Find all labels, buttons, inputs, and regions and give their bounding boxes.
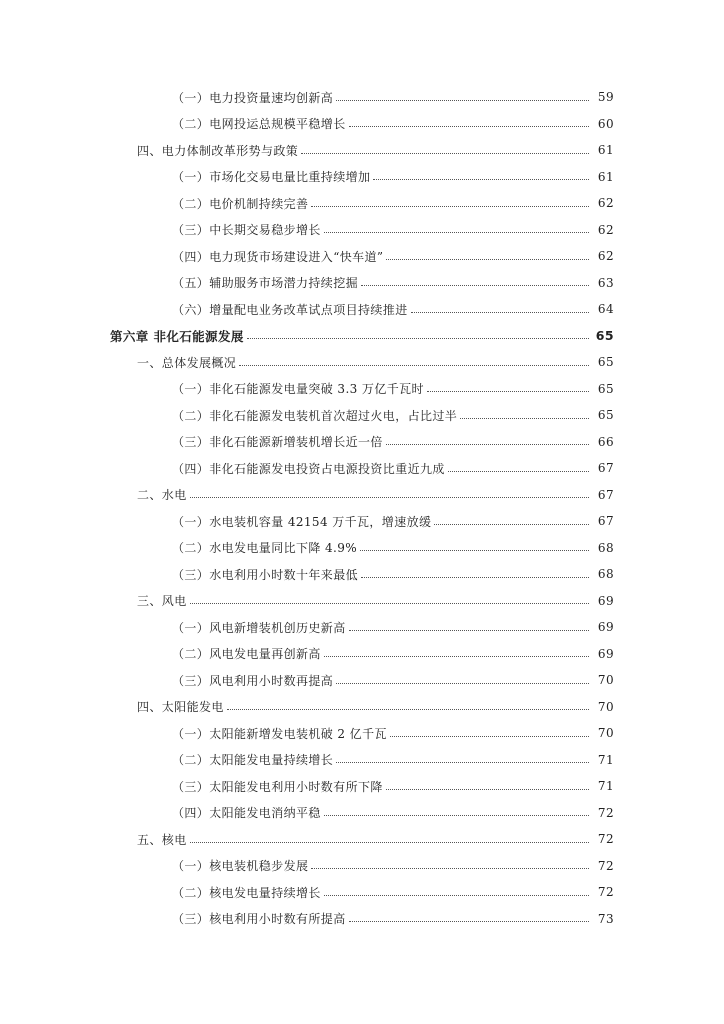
toc-entry-page-number: 64 [597, 302, 614, 317]
toc-entry-title: （三）非化石能源新增装机增长近一倍 [172, 435, 383, 450]
dot-leader [349, 630, 589, 631]
toc-entry-title: （五）辅助服务市场潜力持续挖掘 [172, 276, 359, 291]
toc-entry[interactable] [0, 137, 724, 164]
toc-entry-title: 五、核电 [137, 832, 187, 847]
dot-leader [386, 789, 589, 790]
toc-entry-title: （二）核电发电量持续增长 [172, 885, 321, 900]
toc-entry-title: （二）电价机制持续完善 [172, 196, 309, 211]
dot-leader [311, 868, 589, 869]
dot-leader [349, 921, 589, 922]
toc-entry-title: （三）太阳能发电利用小时数有所下降 [172, 779, 383, 794]
dot-leader [386, 444, 589, 445]
toc-entry[interactable] [0, 296, 724, 323]
toc-entry[interactable] [0, 906, 724, 933]
toc-entry-page-number: 60 [597, 116, 614, 131]
dot-leader [386, 259, 589, 260]
toc-entry-page-number: 67 [597, 514, 614, 529]
toc-entry-title: （三）中长期交易稳步增长 [172, 223, 321, 238]
toc-entry[interactable] [0, 429, 724, 456]
toc-entry[interactable] [0, 243, 724, 270]
dot-leader [336, 762, 589, 763]
dot-leader [301, 153, 589, 154]
toc-entry-title: （四）非化石能源发电投资占电源投资比重近九成 [172, 461, 445, 476]
toc-entry[interactable] [0, 84, 724, 111]
toc-entry-page-number: 72 [597, 885, 614, 900]
toc-entry[interactable] [0, 667, 724, 694]
toc-entry[interactable] [0, 217, 724, 244]
toc-entry-title: （一）太阳能新增发电装机破 2 亿千瓦 [172, 726, 387, 741]
toc-entry-title: 二、水电 [137, 488, 187, 503]
toc-entry[interactable] [0, 349, 724, 376]
toc-entry[interactable] [0, 164, 724, 191]
dot-leader [434, 524, 589, 525]
dot-leader [190, 497, 589, 498]
toc-entry-page-number: 70 [597, 699, 614, 714]
toc-entry[interactable] [0, 535, 724, 562]
toc-entry[interactable] [0, 747, 724, 774]
dot-leader [448, 471, 589, 472]
toc-entry-page-number: 66 [597, 434, 614, 449]
table-of-contents [0, 84, 724, 932]
toc-entry-page-number: 71 [597, 752, 614, 767]
dot-leader [411, 312, 589, 313]
toc-entry-title: （一）风电新增装机创历史新高 [172, 620, 346, 635]
toc-entry-title: （三）风电利用小时数再提高 [172, 673, 334, 688]
toc-entry[interactable] [0, 694, 724, 721]
dot-leader [324, 232, 589, 233]
dot-leader [427, 391, 589, 392]
toc-entry-page-number: 69 [597, 620, 614, 635]
toc-entry-page-number: 71 [597, 779, 614, 794]
toc-entry-page-number: 62 [597, 196, 614, 211]
toc-entry-page-number: 65 [597, 355, 614, 370]
dot-leader [460, 418, 589, 419]
dot-leader [360, 550, 589, 551]
toc-entry-page-number: 62 [597, 249, 614, 264]
toc-entry[interactable] [0, 800, 724, 827]
toc-entry-title: （二）风电发电量再创新高 [172, 647, 321, 662]
toc-entry-title: 三、风电 [137, 594, 187, 609]
toc-entry-title: （二）非化石能源发电装机首次超过火电，占比过半 [172, 408, 458, 423]
toc-entry-page-number: 65 [597, 408, 614, 423]
toc-entry-page-number: 61 [597, 169, 614, 184]
toc-entry[interactable] [0, 190, 724, 217]
toc-entry-page-number: 67 [597, 461, 614, 476]
dot-leader [373, 179, 589, 180]
toc-entry[interactable] [0, 402, 724, 429]
toc-entry-page-number: 68 [597, 540, 614, 555]
toc-entry[interactable] [0, 508, 724, 535]
toc-entry-title: （六）增量配电业务改革试点项目持续推进 [172, 302, 408, 317]
dot-leader [311, 206, 589, 207]
dot-leader [336, 683, 589, 684]
toc-entry-page-number: 69 [597, 593, 614, 608]
toc-entry[interactable] [0, 720, 724, 747]
toc-entry[interactable] [0, 879, 724, 906]
toc-entry-page-number: 62 [597, 222, 614, 237]
toc-entry[interactable] [0, 270, 724, 297]
toc-entry-page-number: 73 [597, 911, 614, 926]
toc-entry-page-number: 61 [597, 143, 614, 158]
toc-entry-title: （一）核电装机稳步发展 [172, 859, 309, 874]
dot-leader [190, 842, 589, 843]
dot-leader [324, 815, 589, 816]
toc-entry-page-number: 68 [597, 567, 614, 582]
toc-entry-page-number: 59 [597, 90, 614, 105]
toc-entry-title: （一）市场化交易电量比重持续增加 [172, 170, 371, 185]
toc-entry-title: （一）电力投资量速均创新高 [172, 90, 334, 105]
toc-entry-title: 一、总体发展概况 [137, 355, 237, 370]
toc-entry-page-number: 63 [597, 275, 614, 290]
toc-entry-page-number: 67 [597, 487, 614, 502]
toc-entry[interactable] [0, 773, 724, 800]
toc-entry-title: （二）太阳能发电量持续增长 [172, 753, 334, 768]
dot-leader [349, 126, 589, 127]
toc-entry-title: （一）水电装机容量 42154 万千瓦，增速放缓 [172, 514, 432, 529]
toc-entry-title: （二）电网投运总规模平稳增长 [172, 117, 346, 132]
toc-entry-title: （二）水电发电量同比下降 4.9% [172, 541, 358, 556]
dot-leader [324, 656, 589, 657]
toc-entry[interactable] [0, 641, 724, 668]
dot-leader [361, 285, 589, 286]
dot-leader [247, 338, 589, 339]
toc-entry-title: 四、太阳能发电 [137, 700, 224, 715]
dot-leader [227, 709, 589, 710]
toc-entry-title: （三）核电利用小时数有所提高 [172, 912, 346, 927]
toc-entry-title: 四、电力体制改革形势与政策 [137, 143, 299, 158]
toc-entry-title: （四）太阳能发电消纳平稳 [172, 806, 321, 821]
toc-entry[interactable] [0, 826, 724, 853]
toc-entry-title: （四）电力现货市场建设进入“快车道” [172, 249, 384, 264]
dot-leader [390, 736, 589, 737]
toc-entry-title: 第六章 非化石能源发展 [110, 328, 244, 344]
toc-entry[interactable] [0, 853, 724, 880]
toc-entry-page-number: 70 [597, 726, 614, 741]
toc-entry-title: （三）水电利用小时数十年来最低 [172, 567, 359, 582]
dot-leader [190, 603, 589, 604]
toc-entry-page-number: 72 [597, 805, 614, 820]
toc-entry[interactable] [0, 482, 724, 509]
toc-entry-page-number: 69 [597, 646, 614, 661]
toc-entry[interactable] [0, 376, 724, 403]
toc-entry-page-number: 72 [597, 858, 614, 873]
toc-entry-page-number: 72 [597, 832, 614, 847]
toc-entry-title: （一）非化石能源发电量突破 3.3 万亿千瓦时 [172, 382, 424, 397]
toc-entry[interactable] [0, 614, 724, 641]
toc-entry[interactable] [0, 323, 724, 350]
toc-entry[interactable] [0, 111, 724, 138]
toc-entry-page-number: 65 [595, 328, 614, 344]
dot-leader [336, 100, 589, 101]
dot-leader [324, 895, 589, 896]
toc-entry[interactable] [0, 455, 724, 482]
dot-leader [239, 365, 589, 366]
toc-entry-page-number: 70 [597, 673, 614, 688]
toc-entry[interactable] [0, 561, 724, 588]
toc-entry-page-number: 65 [597, 381, 614, 396]
toc-entry[interactable] [0, 588, 724, 615]
dot-leader [361, 577, 589, 578]
